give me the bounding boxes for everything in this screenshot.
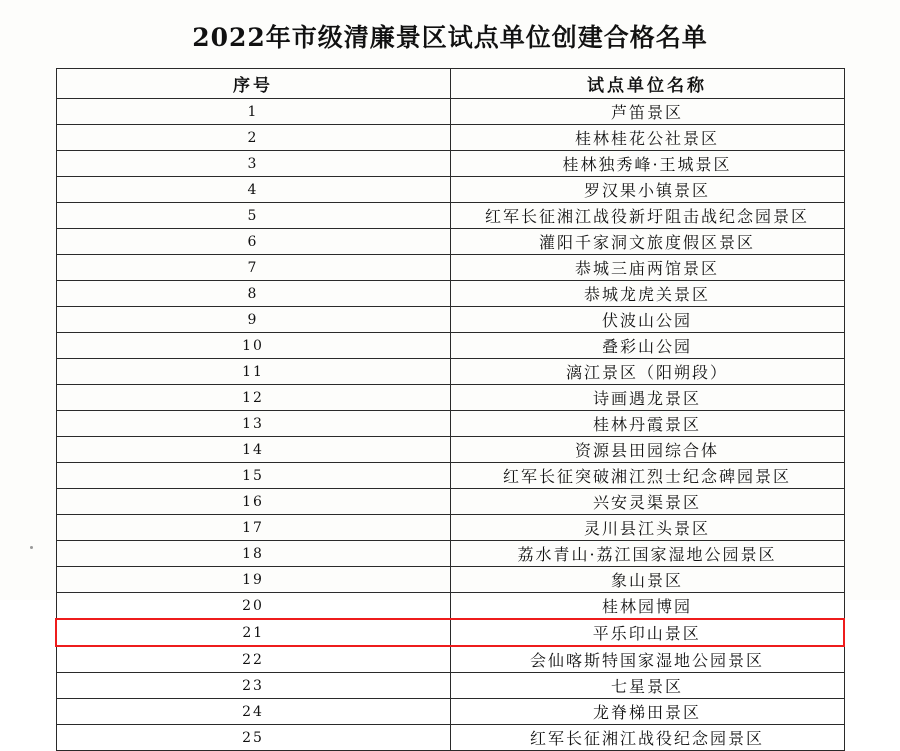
table-row [56,437,844,463]
table-row [56,463,844,489]
table-row [56,725,844,751]
row-number: 12 [56,385,450,411]
table-row-highlighted [56,619,844,646]
row-number: 11 [56,359,450,385]
row-unit-name: 兴安灵渠景区 [450,489,844,515]
row-number: 6 [56,229,450,255]
row-unit-name: 红军长征湘江战役新圩阻击战纪念园景区 [450,203,844,229]
table-row [56,229,844,255]
row-number: 22 [56,646,450,673]
row-number: 20 [56,593,450,620]
table-row [56,333,844,359]
table-row [56,515,844,541]
row-number: 1 [56,99,450,125]
row-unit-name: 红军长征湘江战役纪念园景区 [450,725,844,751]
table-row [56,203,844,229]
row-unit-name: 恭城三庙两馆景区 [450,255,844,281]
row-unit-name: 漓江景区（阳朔段） [450,359,844,385]
row-number: 23 [56,673,450,699]
table-row [56,567,844,593]
row-number: 19 [56,567,450,593]
row-number: 4 [56,177,450,203]
table-row [56,281,844,307]
table-row [56,646,844,673]
table-row [56,307,844,333]
row-number: 15 [56,463,450,489]
row-unit-name: 会仙喀斯特国家湿地公园景区 [450,646,844,673]
row-unit-name: 灵川县江头景区 [450,515,844,541]
page-artifact-dot [30,546,33,549]
table-row [56,673,844,699]
table-row [56,255,844,281]
row-number: 8 [56,281,450,307]
page-title: 2022年市级清廉景区试点单位创建合格名单 [192,23,708,52]
table-row [56,699,844,725]
row-unit-name: 伏波山公园 [450,307,844,333]
row-number: 3 [56,151,450,177]
row-unit-name: 资源县田园综合体 [450,437,844,463]
row-unit-name: 荔水青山·荔江国家湿地公园景区 [450,541,844,567]
table-row [56,151,844,177]
table-row [56,99,844,125]
row-unit-name: 红军长征突破湘江烈士纪念碑园景区 [450,463,844,489]
table-row [56,541,844,567]
column-header-no: 序号 [56,69,450,99]
table-body [56,99,844,751]
row-unit-name: 叠彩山公园 [450,333,844,359]
row-unit-name: 诗画遇龙景区 [450,385,844,411]
row-number: 18 [56,541,450,567]
row-unit-name: 罗汉果小镇景区 [450,177,844,203]
table-row [56,411,844,437]
listing-table [55,68,845,751]
table-header-row [56,69,844,99]
row-unit-name: 恭城龙虎关景区 [450,281,844,307]
table-row [56,385,844,411]
table-header [56,69,844,99]
row-unit-name: 灌阳千家洞文旅度假区景区 [450,229,844,255]
row-number: 24 [56,699,450,725]
table-row [56,359,844,385]
row-number: 7 [56,255,450,281]
row-number: 10 [56,333,450,359]
row-number: 14 [56,437,450,463]
row-unit-name: 桂林桂花公社景区 [450,125,844,151]
row-unit-name: 芦笛景区 [450,99,844,125]
table-row [56,125,844,151]
row-unit-name: 平乐印山景区 [450,619,844,646]
row-number: 21 [56,619,450,646]
row-unit-name: 七星景区 [450,673,844,699]
row-number: 2 [56,125,450,151]
row-unit-name: 龙脊梯田景区 [450,699,844,725]
row-number: 16 [56,489,450,515]
row-number: 25 [56,725,450,751]
row-unit-name: 象山景区 [450,567,844,593]
row-unit-name: 桂林独秀峰·王城景区 [450,151,844,177]
column-header-name: 试点单位名称 [450,69,844,99]
row-number: 13 [56,411,450,437]
table-row [56,177,844,203]
row-number: 9 [56,307,450,333]
row-number: 5 [56,203,450,229]
row-unit-name: 桂林园博园 [450,593,844,620]
row-number: 17 [56,515,450,541]
row-unit-name: 桂林丹霞景区 [450,411,844,437]
table-row [56,489,844,515]
table-row [56,593,844,620]
listing-table-container [55,68,845,751]
